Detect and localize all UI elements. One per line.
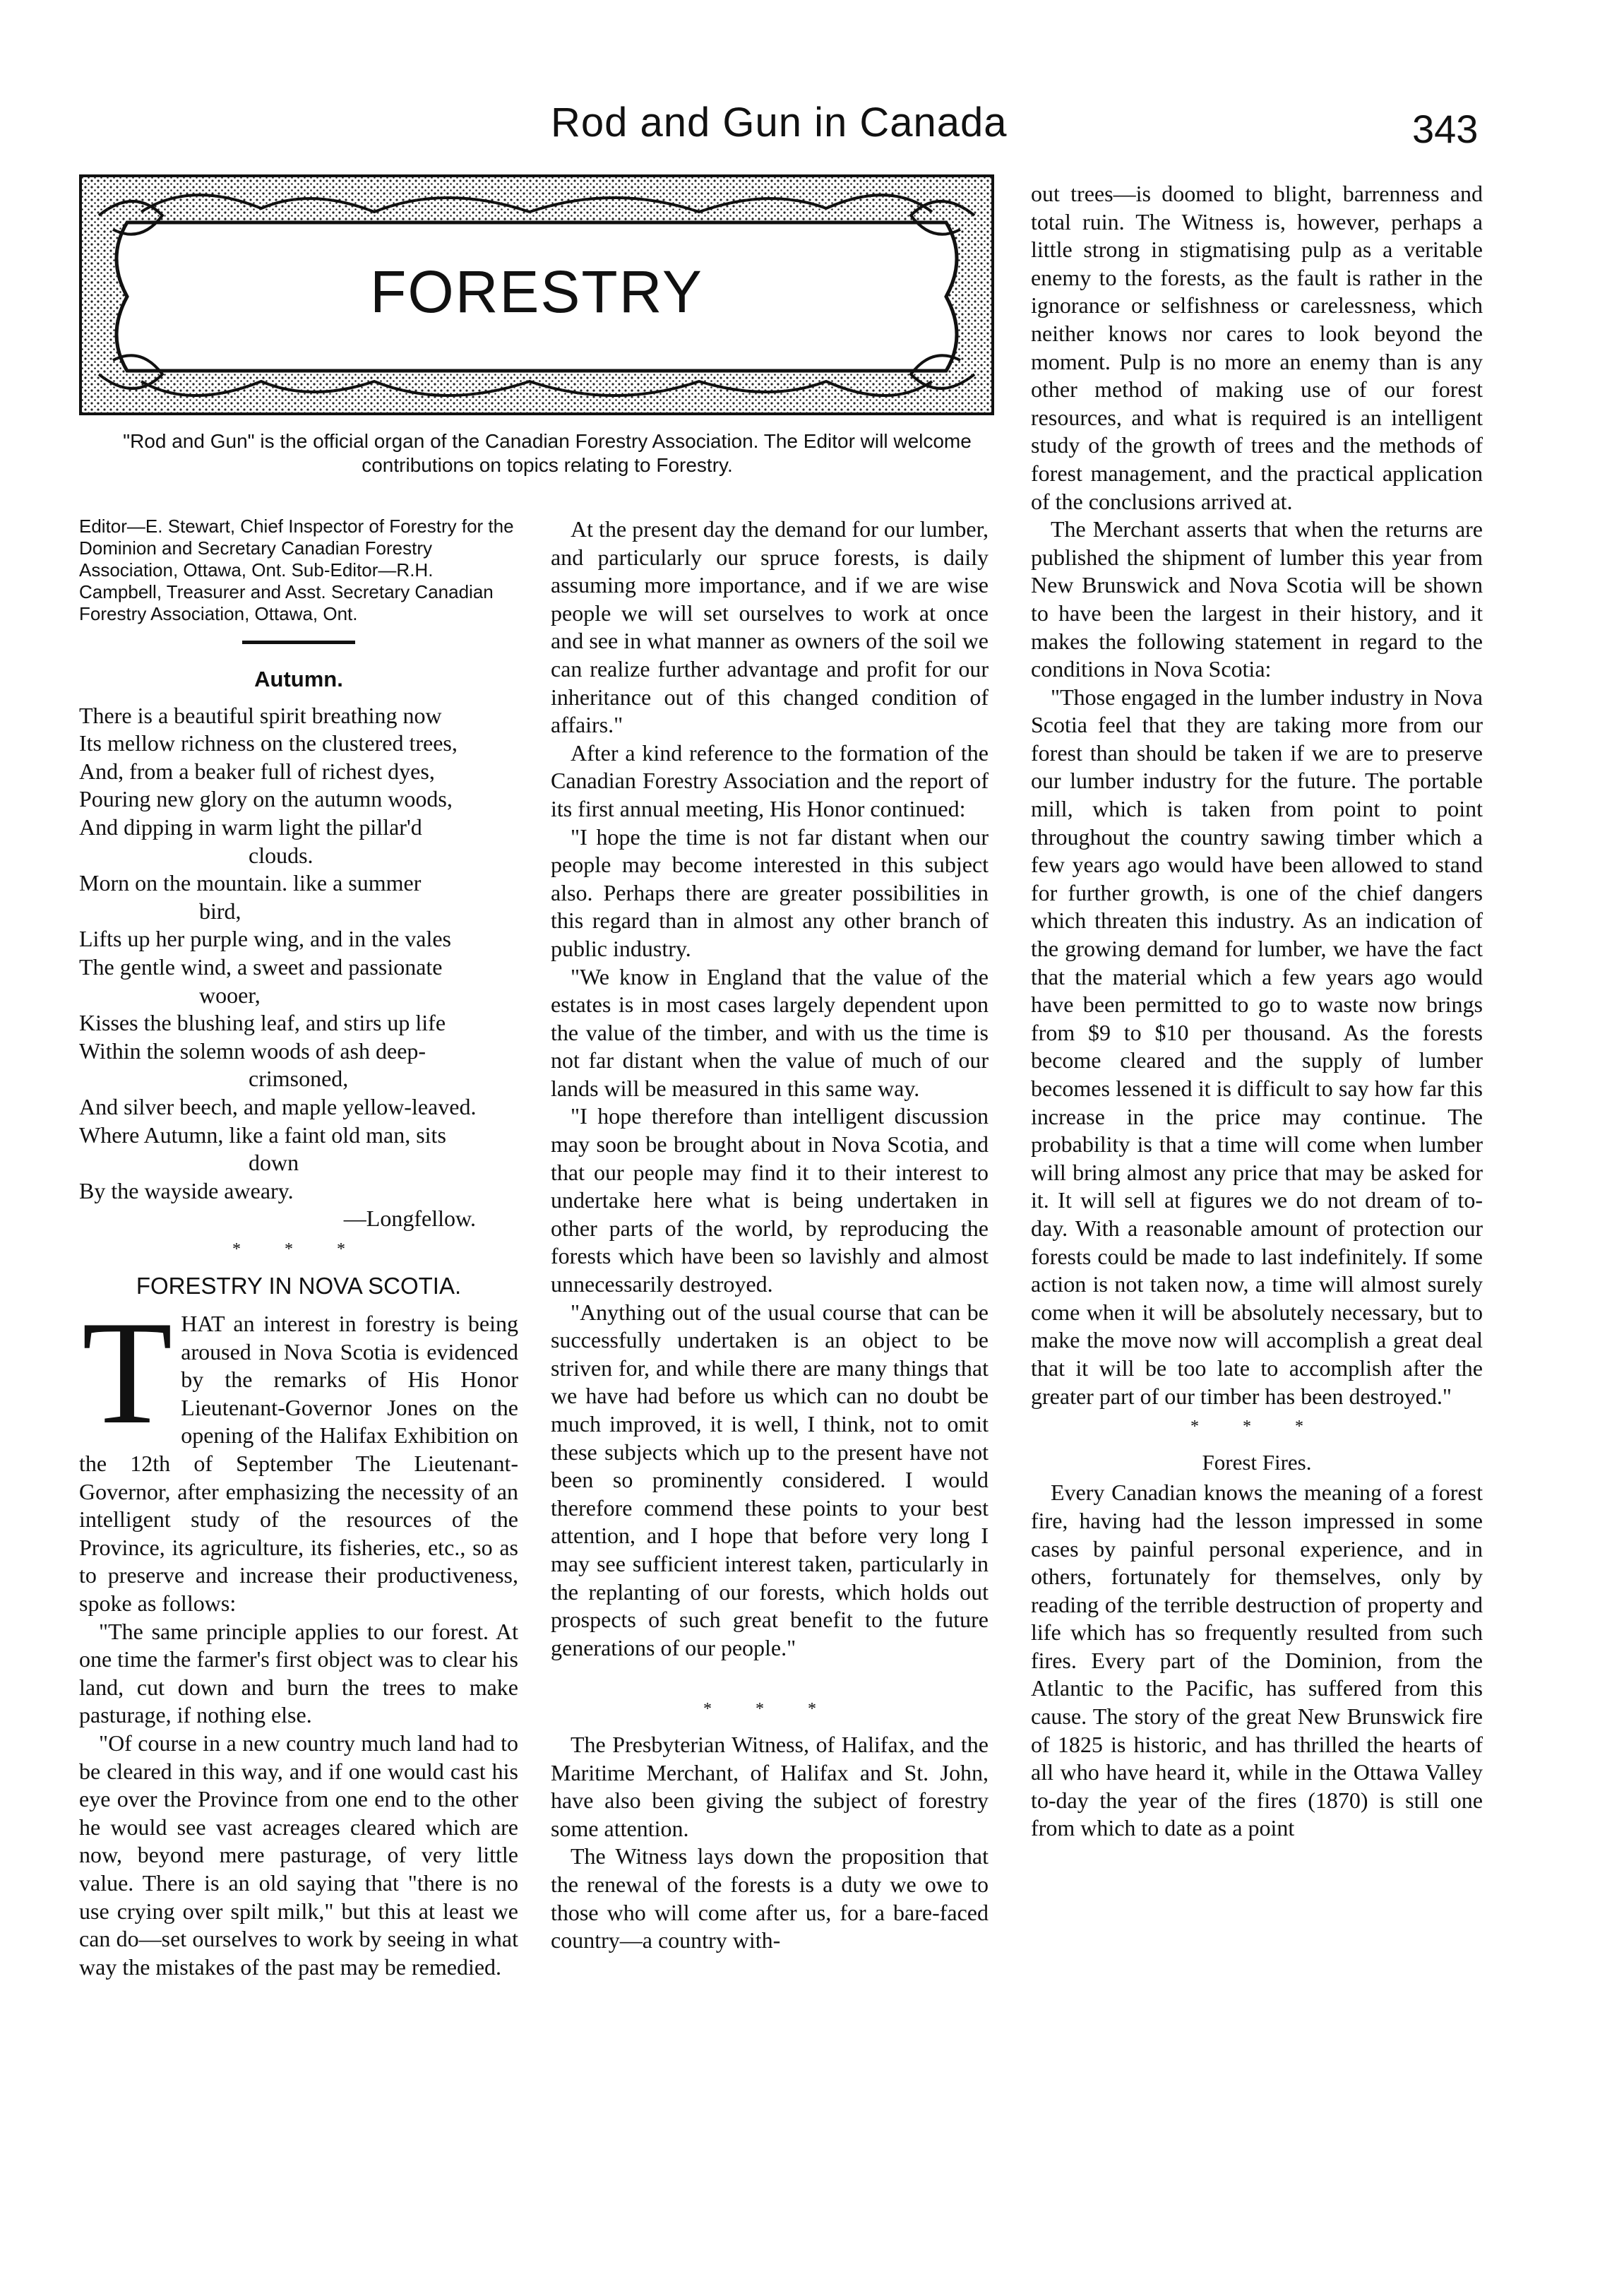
divider-rule — [242, 641, 355, 644]
poem-line: There is a beautiful spirit breathing now — [79, 702, 442, 728]
poem-line: bird, — [199, 898, 241, 924]
paragraph: "Anything out of the usual course that can be successfully undertaken is an object to be striven for, and while there are many things that we have had before us which can no doubt be much improved, it is well, I think, not to omit these subjects which up to the present have not been so prominently considered. I would therefore commend these points to your best attention, and I hope that before very long I may see sufficient interest taken, particularly in the replanting of our forests, which holds out prospects of such great benefit to the future generations of our people." — [551, 1299, 989, 1660]
poem-line: And, from a beaker full of richest dyes, — [79, 758, 435, 784]
paragraph: "We know in England that the value of the estates is in most cases largely dependent upon the value of the timber, and with us the time is not far distant when the value of much of our lands will be measured in this same way. — [551, 963, 989, 1101]
paragraph: "Of course in a new country much land had to be cleared in this way, and if one would cast his eye over the Province from one end to the other he would see vast acreages cleared which are now, beyond mere pasturage, of very little value. There is an old saying that "there is no use crying over spilt milk," but this at least we can do—set ourselves to work by seeing in what way the mistakes of the past may be remedied. — [79, 1730, 518, 1980]
paragraph: "The same principle applies to our forest. At one time the farmer's first object was to clear his land, cut down and burn the trees to make pasturage, if nothing else. — [79, 1618, 518, 1728]
paragraph: At the present day the demand for our lumber, and particularly our spruce forests, is daily assuming more importance, and if we are wise people we will set ourselves to work at once and see in what manner as owners of the soil we can realize further advantage and profit for our inheritance out of this changed condition of affairs." — [551, 516, 989, 738]
section-separator: * * * — [1190, 1417, 1323, 1437]
poem — [79, 702, 518, 1206]
poem-line: Pouring new glory on the autumn woods, — [79, 786, 453, 812]
column-2 — [551, 516, 989, 1955]
article-title: FORESTRY IN NOVA SCOTIA. — [136, 1273, 462, 1299]
paragraph: out trees—is doomed to blight, barrenness and total ruin. The Witness is, however, perhaps a little strong in stigmatising pulp as a veritable enemy to the forests, as the fault is rather in the ignorance or selfishness or carelessness, which neither knows nor cares to look beyond the moment. Pulp is no more an enemy than is any other method of making use of our forest resources, and what is required is an intelligent study of the growth of trees and the methods of forest management, and the practical application of the conclusions arrived at. — [1031, 181, 1483, 514]
paragraph: HAT an interest in forestry is being aroused in Nova Scotia is evidenced by the remarks of His Honor Lieutenant-Governor Jones on the opening of the Halifax Exhibition on the 12th of September The Lieutenant-Governor, after emphasizing the necessity of an intelligent study of the resources of the Province, its agriculture, its fisheries, etc., so as to preserve and increase their productiveness, spoke as follows: — [79, 1311, 518, 1616]
poem-line: Where Autumn, like a faint old man, sits — [79, 1122, 446, 1148]
poem-line: Kisses the blushing leaf, and stirs up life — [79, 1010, 446, 1036]
poem-line: And dipping in warm light the pillar'd — [79, 814, 422, 840]
paragraph: The Presbyterian Witness, of Halifax, and the Maritime Merchant, of Halifax and St. John, have also been giving the subject of forestry some attention. — [551, 1731, 989, 1841]
running-title: Rod and Gun in Canada — [551, 100, 1008, 145]
poem-line: The gentle wind, a sweet and passionate — [79, 953, 443, 980]
section-separator: * * * — [232, 1239, 365, 1259]
poem-title: Autumn. — [254, 667, 343, 691]
poem-line: clouds. — [249, 842, 314, 868]
column-3 — [1031, 180, 1483, 1843]
paragraph: The Witness lays down the proposition that the renewal of the forests is a duty we owe to those who will come after us, for a bare-faced country—a country with- — [551, 1843, 989, 1953]
paragraph: The Merchant asserts that when the returns are published the shipment of lumber this year from New Brunswick and Nova Scotia will be shown to have been the largest in their history, and it makes the following statement in regard to the conditions in Nova Scotia: — [1031, 516, 1483, 682]
poem-line: Lifts up her purple wing, and in the vales — [79, 926, 451, 952]
editors-credit: Editor—E. Stewart, Chief Inspector of Forestry for the Dominion and Secretary Canadian Forestry Association, Ottawa, Ont. Sub-Editor—R.H. Campbell, Treasurer and Asst. Secretary Canadian Forestry Association, Ottawa, Ont. — [79, 516, 514, 624]
forestry-banner — [78, 173, 996, 417]
page-number: 343 — [1412, 107, 1479, 151]
paragraph: "Those engaged in the lumber industry in Nova Scotia feel that they are taking more from our forest than should be taken if we are to preserve our lumber industry for the future. The portable mill, which is taken from point to point throughout the country sawing timber which a few years ago would have been allowed to stand for further growth, is one of the chief dangers which threaten this industry. As an indication of the growing demand for lumber, we have the fact that the material which a few years ago would have been permitted to go to waste now brings from $9 to $10 per thousand. As the forests become cleared and the supply of lumber becomes lessened it is difficult to say how far this increase in the price may continue. The probability is that a time will come when lumber will bring almost any price that may be asked for it. It will sell at figures we do not dream of to-day. With a reasonable amount of protection our forests could be made to last indefinitely. If some action is not taken now, a time will almost surely come when it will be absolutely necessary, but to make the move now will accomplish a great deal that it will be too late to accomplish after the greater part of our timber has been destroyed." — [1031, 684, 1483, 1409]
paragraph: After a kind reference to the formation of the Canadian Forestry Association and the report of its first annual meeting, His Honor continued: — [551, 739, 989, 821]
paragraph: Every Canadian knows the meaning of a forest fire, having had the lesson impressed in some cases by painful personal experience, and in others, fortunately for themselves, only by reading of the terrible destruction of property and life which has so frequently resulted from such fires. Every part of the Dominion, from the Atlantic to the Pacific, has suffered from this cause. The story of the great New Brunswick fire of 1825 is historic, and has thrilled the hearts of all who have heard it, while in the Ottawa Valley to-day the year of the fires (1870) is still one from which to date as a point — [1031, 1480, 1483, 1841]
official-organ-note: "Rod and Gun" is the official organ of the Canadian Forestry Association. The Editor will welcome contributions on topics relating to Forestry. — [123, 430, 972, 476]
poem-line: crimsoned, — [249, 1066, 349, 1092]
paragraph: "I hope therefore than intelligent discussion may soon be brought about in Nova Scotia, and that our people may find it to their interest to undertake here what is being undertaken in other parts of the world, by reproducing the forests which have been so lavishly and almost unnecessarily destroyed. — [551, 1103, 989, 1297]
spacer — [551, 1662, 989, 1693]
poem-line: And silver beech, and maple yellow-leaved. — [79, 1093, 477, 1119]
paragraph: "I hope the time is not far distant when our people may become interested in this subject also. Perhaps there are greater possibilities in this regard than in almost any other branch of public industry. — [551, 823, 989, 961]
poem-line: Its mellow richness on the clustered trees, — [79, 730, 458, 756]
column-1 — [79, 516, 518, 1981]
section-separator: * * * — [703, 1700, 836, 1719]
section-title: FORESTRY — [370, 258, 703, 325]
drop-cap: T — [82, 1291, 173, 1456]
poem-line: wooer, — [199, 982, 261, 1008]
poem-line: down — [249, 1150, 299, 1176]
article-opening — [79, 1291, 518, 1618]
poem-line: Within the solemn woods of ash deep- — [79, 1037, 426, 1064]
poem-line: Morn on the mountain. like a summer — [79, 870, 422, 896]
poem-line: By the wayside aweary. — [79, 1177, 294, 1203]
poem-author: —Longfellow. — [343, 1206, 476, 1232]
subsection-title: Forest Fires. — [1202, 1449, 1312, 1475]
